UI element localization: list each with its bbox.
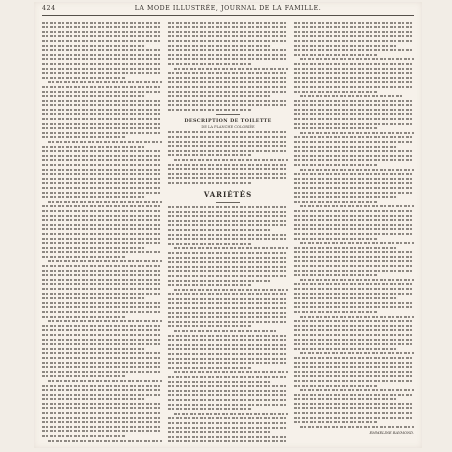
text-line (300, 95, 402, 97)
text-line (42, 123, 162, 125)
journal-title: LA MODE ILLUSTRÉE, JOURNAL DE LA FAMILLE. (134, 5, 322, 12)
text-line (294, 136, 414, 138)
text-line (42, 279, 162, 281)
text-line (42, 215, 162, 217)
text-line (42, 146, 144, 148)
text-line (42, 178, 162, 180)
text-line (294, 35, 414, 37)
text-line (168, 63, 252, 65)
text-line (294, 417, 414, 419)
text-line (42, 150, 162, 152)
text-line (42, 265, 162, 267)
text-line (294, 100, 414, 102)
text-line (42, 371, 162, 373)
text-line (300, 58, 414, 60)
text-line (294, 22, 414, 24)
text-line (168, 54, 288, 56)
text-line (42, 45, 144, 47)
text-line (42, 132, 162, 134)
toilette-heading: DESCRIPTION DE TOILETTE (184, 117, 272, 124)
text-line (294, 68, 414, 70)
text-line (294, 293, 414, 295)
text-line (168, 344, 288, 346)
page-header (42, 5, 414, 15)
text-line (42, 421, 162, 423)
text-line (294, 178, 414, 180)
text-line (42, 49, 162, 51)
text-line (42, 40, 162, 42)
text-line (294, 288, 414, 290)
section-divider (216, 114, 240, 115)
text-line (168, 164, 288, 166)
text-line (168, 173, 288, 175)
text-line (300, 132, 414, 134)
page-number: 424 (42, 5, 56, 12)
text-line (294, 256, 414, 258)
text-line (294, 150, 414, 152)
text-line (42, 311, 162, 313)
text-line (42, 293, 162, 295)
text-line (300, 242, 414, 244)
text-line (42, 316, 126, 318)
text-line (42, 394, 162, 396)
text-line (168, 243, 252, 245)
text-line (294, 40, 414, 42)
text-line (294, 104, 414, 106)
text-line (42, 417, 162, 419)
text-line (42, 306, 162, 308)
text-line (294, 251, 414, 253)
text-line (42, 334, 162, 336)
text-line (42, 95, 144, 97)
text-line (294, 412, 414, 414)
text-line (168, 224, 288, 226)
text-line (168, 104, 288, 106)
text-line (42, 86, 162, 88)
text-line (168, 77, 288, 79)
text-line (168, 95, 270, 97)
text-line (294, 123, 414, 125)
text-line (168, 40, 288, 42)
text-line (174, 371, 288, 373)
text-line (294, 329, 414, 331)
text-line (294, 113, 414, 115)
text-line (42, 398, 144, 400)
text-line (294, 394, 414, 396)
text-line (42, 348, 144, 350)
text-line (294, 63, 414, 65)
text-line (168, 234, 288, 236)
text-line (294, 228, 414, 230)
text-line (294, 274, 378, 276)
text-line (294, 109, 414, 111)
text-line (48, 440, 162, 442)
text-line (294, 380, 414, 382)
text-line (294, 146, 396, 148)
text-line (42, 182, 162, 184)
text-line (168, 177, 288, 179)
text-line (42, 375, 126, 377)
text-line (48, 380, 162, 382)
text-line (294, 91, 378, 93)
text-line (294, 233, 414, 235)
text-line (294, 45, 396, 47)
text-line (42, 228, 162, 230)
text-line (42, 127, 162, 129)
text-line (294, 260, 414, 262)
text-line (168, 229, 270, 231)
text-line (168, 215, 288, 217)
text-line (168, 390, 288, 392)
text-line (300, 169, 414, 171)
text-line (42, 22, 162, 24)
text-line (168, 376, 288, 378)
text-line (42, 77, 126, 79)
text-line (294, 265, 414, 267)
text-line (300, 426, 414, 428)
text-line (42, 238, 162, 240)
text-line (168, 100, 288, 102)
text-line (42, 288, 162, 290)
text-line (294, 362, 414, 364)
text-line (42, 325, 162, 327)
text-line (294, 77, 414, 79)
text-line (294, 164, 378, 166)
text-line (168, 440, 288, 442)
text-line (168, 168, 288, 170)
text-line (168, 91, 288, 93)
text-line (294, 86, 414, 88)
text-line (168, 109, 252, 111)
text-line (168, 261, 288, 263)
text-line (42, 192, 162, 194)
text-line (168, 275, 288, 277)
text-line (294, 215, 414, 217)
text-line (48, 141, 162, 143)
text-line (42, 247, 144, 249)
text-line (168, 58, 288, 60)
text-line (42, 329, 162, 331)
text-line (168, 206, 288, 208)
text-line (42, 54, 162, 56)
text-line (294, 192, 414, 194)
text-line (168, 417, 288, 419)
text-line (168, 86, 288, 88)
text-line (294, 238, 378, 240)
text-line (42, 205, 162, 207)
text-line (42, 270, 162, 272)
text-line (42, 430, 162, 432)
text-line (42, 251, 162, 253)
text-line (42, 136, 126, 138)
text-line (294, 155, 414, 157)
text-line (42, 426, 162, 428)
text-line (294, 320, 414, 322)
text-line (294, 201, 378, 203)
text-line (48, 201, 162, 203)
text-line (168, 348, 288, 350)
text-line (42, 233, 162, 235)
text-line (168, 399, 288, 401)
text-line (294, 118, 414, 120)
text-line (168, 49, 288, 51)
text-line (42, 385, 162, 387)
text-line (294, 375, 414, 377)
text-line (294, 127, 378, 129)
text-line (168, 335, 288, 337)
text-line (294, 270, 414, 272)
text-line (294, 283, 414, 285)
text-line (42, 210, 162, 212)
text-line (168, 211, 288, 213)
text-line (168, 362, 288, 364)
header-rule (42, 15, 414, 16)
text-line (42, 343, 162, 345)
text-line (168, 422, 288, 424)
text-line (42, 412, 162, 414)
author-signature: EMMELINE RAYMOND. (369, 430, 414, 435)
text-line (168, 280, 270, 282)
section-divider (216, 202, 240, 203)
text-line (174, 68, 288, 70)
text-line (168, 145, 288, 147)
text-line (42, 58, 162, 60)
toilette-subtitle: DE LA PLANCHE COLORIÉE (201, 124, 255, 129)
text-line (42, 100, 162, 102)
text-line (42, 297, 144, 299)
text-line (42, 187, 162, 189)
text-line (42, 169, 162, 171)
text-line (174, 289, 288, 291)
text-line (42, 164, 162, 166)
text-line (168, 154, 252, 156)
text-line (42, 31, 162, 33)
text-line (168, 252, 288, 254)
text-line (294, 371, 414, 373)
text-line (42, 407, 162, 409)
text-line (42, 352, 162, 354)
newspaper-page (34, 2, 422, 448)
text-line (168, 358, 288, 360)
column-2 (168, 19, 288, 442)
text-line (294, 311, 378, 313)
text-line (294, 49, 414, 51)
text-line (294, 81, 414, 83)
text-line (168, 385, 288, 387)
text-line (294, 219, 414, 221)
text-line (174, 159, 288, 161)
text-line (174, 247, 288, 249)
text-line (168, 321, 288, 323)
text-line (294, 403, 414, 405)
text-line (168, 22, 288, 24)
text-line (294, 159, 414, 161)
text-line (294, 26, 414, 28)
text-line (294, 210, 414, 212)
text-line (48, 260, 162, 262)
text-line (294, 357, 414, 359)
text-line (168, 266, 288, 268)
text-line (42, 104, 162, 106)
text-line (174, 413, 288, 415)
text-line (42, 35, 162, 37)
text-line (168, 302, 288, 304)
text-line (174, 330, 276, 332)
text-line (168, 35, 288, 37)
text-line (168, 427, 288, 429)
text-line (168, 45, 270, 47)
text-line (42, 155, 162, 157)
text-line (168, 404, 288, 406)
text-line (48, 81, 162, 83)
text-line (294, 224, 414, 226)
text-line (294, 421, 378, 423)
text-line (294, 398, 396, 400)
text-line (168, 284, 252, 286)
text-line (42, 219, 162, 221)
text-line (168, 381, 270, 383)
text-line (168, 72, 288, 74)
text-line (42, 435, 126, 437)
text-line (42, 274, 162, 276)
text-line (42, 68, 162, 70)
text-line (168, 325, 252, 327)
text-line (294, 385, 378, 387)
text-line (294, 407, 414, 409)
text-line (42, 26, 162, 28)
text-line (294, 339, 414, 341)
text-line (168, 394, 288, 396)
text-line (294, 297, 396, 299)
text-line (168, 31, 288, 33)
text-line (300, 389, 414, 391)
text-line (168, 353, 288, 355)
text-line (168, 436, 288, 438)
text-line (42, 242, 162, 244)
column-3 (294, 19, 414, 435)
text-line (168, 307, 288, 309)
column-1 (42, 19, 162, 442)
text-line (42, 63, 162, 65)
text-line (294, 72, 414, 74)
text-line (168, 367, 252, 369)
text-line (168, 431, 270, 433)
text-line (42, 339, 162, 341)
text-line (168, 26, 288, 28)
text-line (294, 325, 414, 327)
text-line (168, 298, 288, 300)
text-line (168, 81, 288, 83)
text-line (42, 362, 162, 364)
text-line (168, 408, 252, 410)
text-line (168, 141, 288, 143)
text-line (42, 403, 162, 405)
text-line (42, 283, 162, 285)
text-line (42, 389, 162, 391)
text-line (168, 257, 288, 259)
text-line (168, 270, 288, 272)
text-line (294, 196, 396, 198)
text-line (42, 256, 126, 258)
text-line (168, 131, 288, 133)
text-line (294, 247, 396, 249)
text-line (294, 343, 414, 345)
text-line (42, 72, 162, 74)
text-line (42, 173, 162, 175)
text-line (294, 306, 414, 308)
text-line (294, 366, 414, 368)
text-line (168, 293, 288, 295)
text-line (294, 173, 414, 175)
text-line (42, 159, 162, 161)
text-line (300, 205, 414, 207)
text-line (294, 302, 414, 304)
text-line (42, 109, 162, 111)
text-line (42, 91, 162, 93)
text-line (42, 366, 162, 368)
text-line (294, 334, 414, 336)
text-line (294, 54, 378, 56)
text-line (168, 136, 288, 138)
text-line (294, 182, 414, 184)
text-line (168, 238, 288, 240)
text-line (294, 141, 414, 143)
text-line (300, 352, 414, 354)
text-line (42, 118, 162, 120)
varietes-heading: VARIÉTÉS (203, 190, 253, 199)
text-line (168, 150, 288, 152)
text-line (294, 187, 414, 189)
text-line (168, 316, 288, 318)
text-line (300, 316, 414, 318)
text-line (42, 302, 162, 304)
text-line (168, 339, 288, 341)
text-line (42, 224, 162, 226)
text-line (294, 31, 414, 33)
text-line (42, 196, 144, 198)
text-line (168, 182, 252, 184)
text-line (42, 113, 162, 115)
text-line (168, 220, 288, 222)
text-line (168, 312, 288, 314)
text-line (294, 348, 396, 350)
text-line (300, 279, 414, 281)
text-line (42, 357, 162, 359)
text-line (48, 320, 162, 322)
